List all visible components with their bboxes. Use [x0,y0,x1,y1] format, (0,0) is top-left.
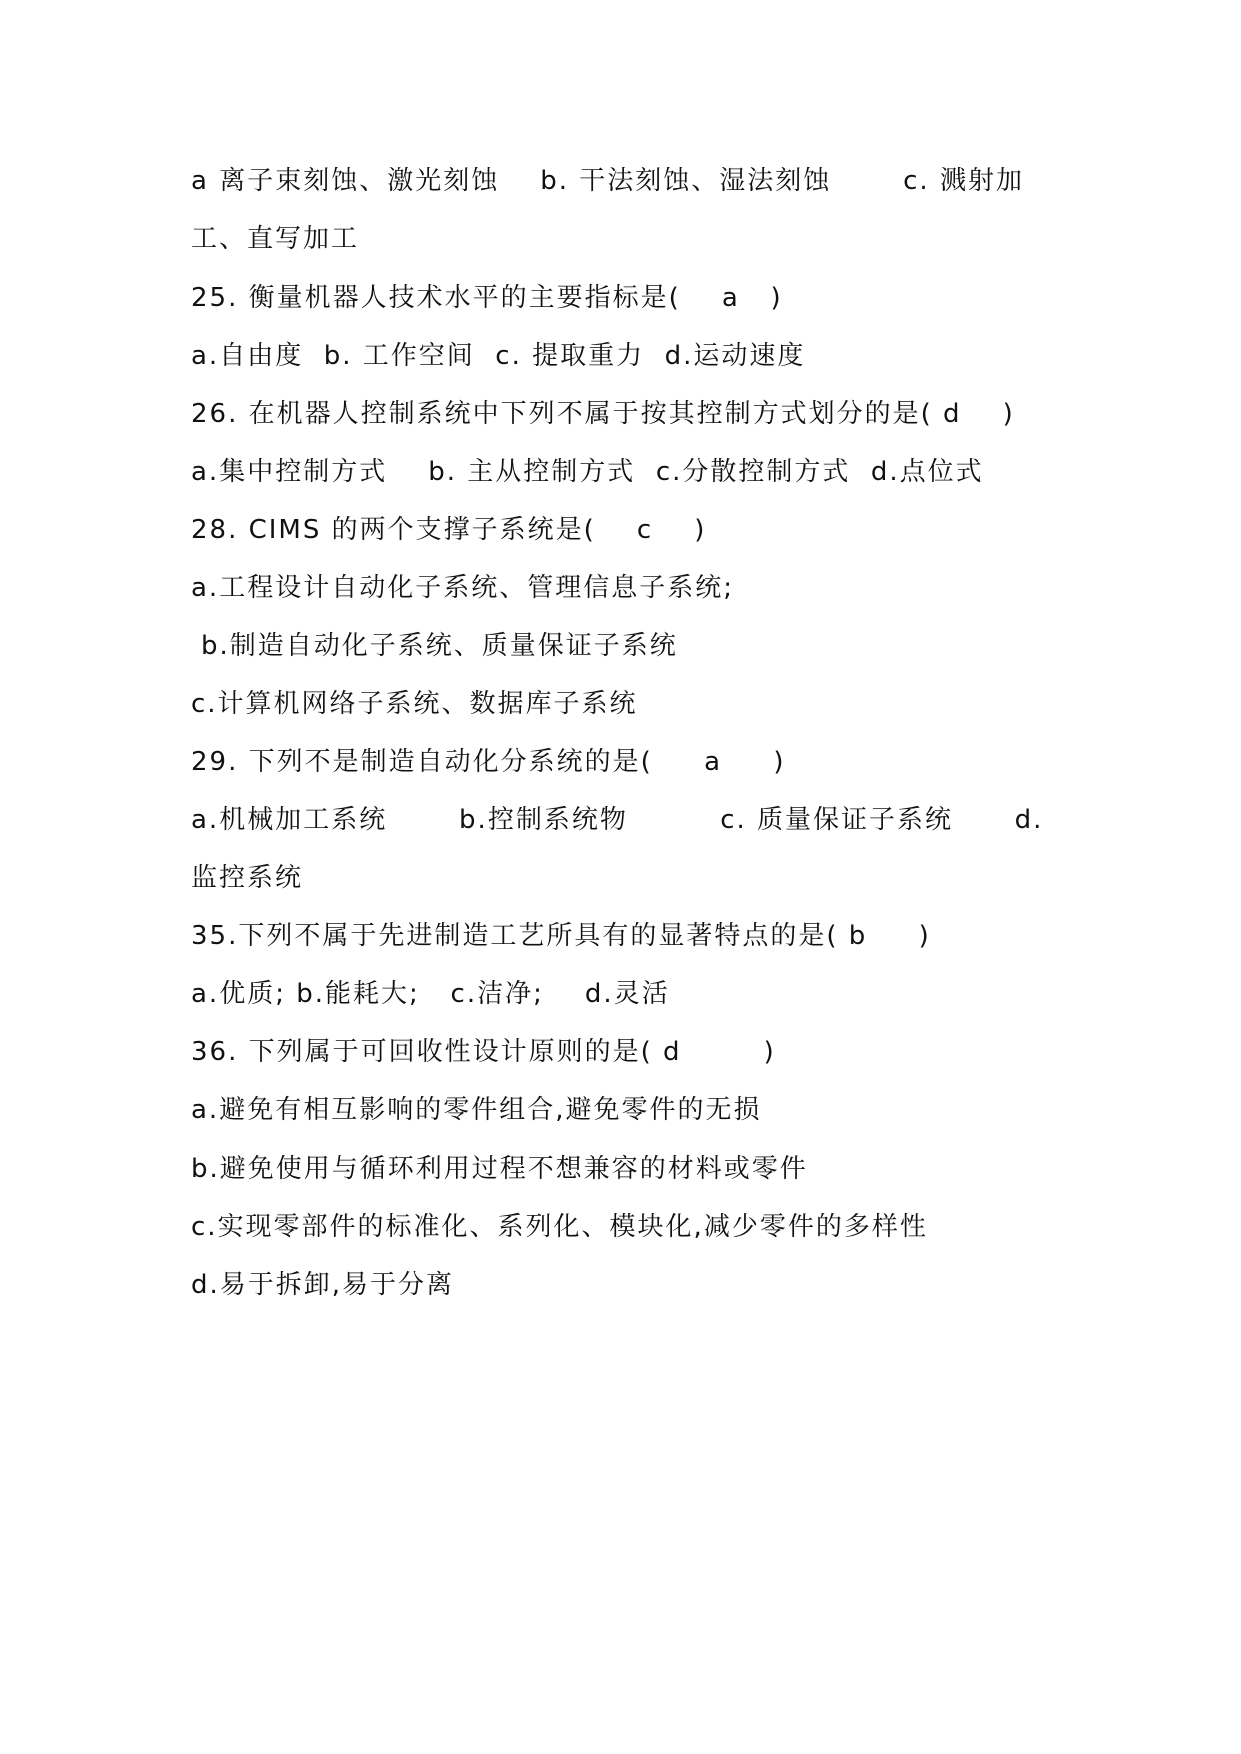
question-26: 26. 在机器人控制系统中下列不属于按其控制方式划分的是( d ) [191,399,1015,429]
option-line-24-cont: 工、直写加工 [191,224,360,254]
option-36-d: d.易于拆卸,易于分离 [191,1270,455,1300]
option-28-c: c.计算机网络子系统、数据库子系统 [191,689,638,719]
options-26: a.集中控制方式 b. 主从控制方式 c.分散控制方式 d.点位式 [191,457,984,487]
option-line-24: a 离子束刻蚀、激光刻蚀 b. 干法刻蚀、湿法刻蚀 c. 溅射加 [191,166,1024,196]
option-36-b: b.避免使用与循环利用过程不想兼容的材料或零件 [191,1154,808,1184]
question-29: 29. 下列不是制造自动化分系统的是( a ) [191,747,786,777]
question-36: 36. 下列属于可回收性设计原则的是( d ) [191,1037,776,1067]
option-36-a: a.避免有相互影响的零件组合,避免零件的无损 [191,1095,762,1125]
option-28-b: b.制造自动化子系统、质量保证子系统 [201,631,678,661]
question-28: 28. CIMS 的两个支撑子系统是( c ) [191,515,707,545]
options-29: a.机械加工系统 b.控制系统物 c. 质量保证子系统 d. [191,805,1044,835]
option-28-a: a.工程设计自动化子系统、管理信息子系统; [191,573,734,603]
question-25: 25. 衡量机器人技术水平的主要指标是( a ) [191,283,783,313]
options-35: a.优质; b.能耗大; c.洁净; d.灵活 [191,979,670,1009]
options-25: a.自由度 b. 工作空间 c. 提取重力 d.运动速度 [191,341,806,371]
option-36-c: c.实现零部件的标准化、系列化、模块化,减少零件的多样性 [191,1212,928,1242]
question-35: 35.下列不属于先进制造工艺所具有的显著特点的是( b ) [191,921,931,951]
options-29-cont: 监控系统 [191,863,304,893]
